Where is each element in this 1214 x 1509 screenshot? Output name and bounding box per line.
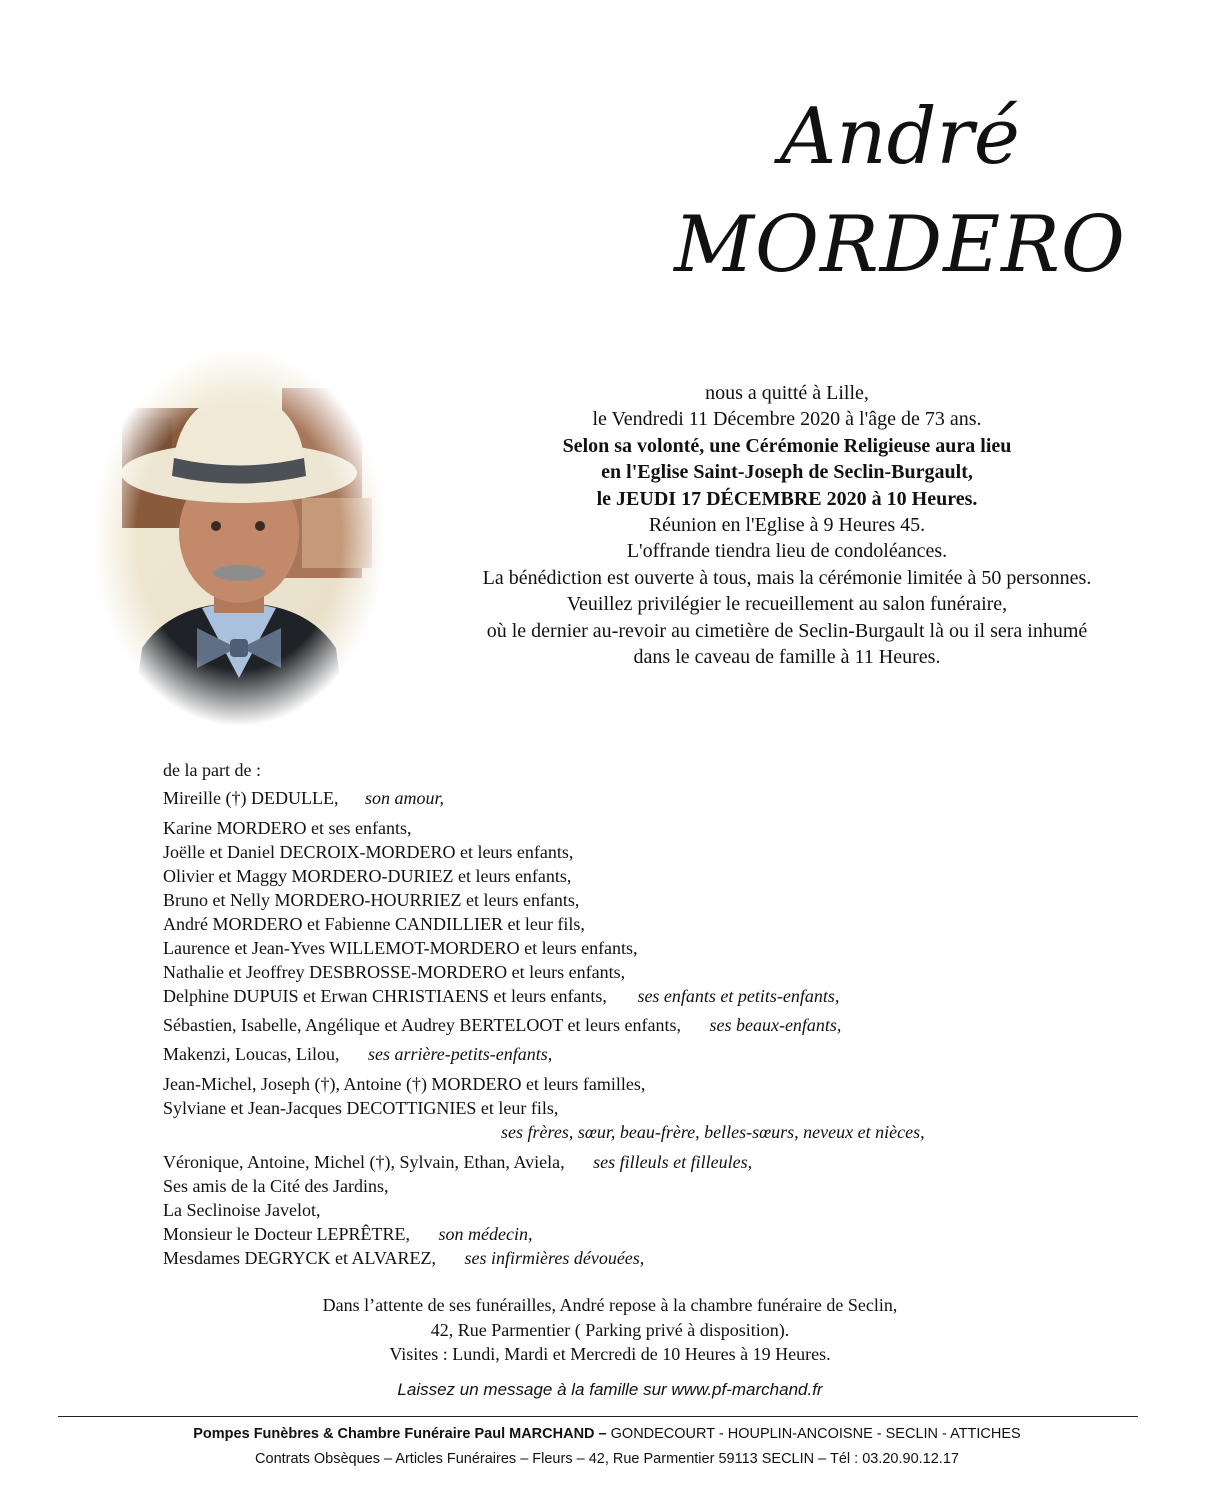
- family-row: [163, 842, 573, 863]
- resting-line: 42, Rue Parmentier ( Parking privé à disposition).: [430, 1319, 790, 1340]
- family-names: Joëlle et Daniel DECROIX-MORDERO et leurs enfants,: [163, 842, 574, 862]
- family-row: [163, 788, 444, 809]
- family-relation: ses beaux-enfants,: [709, 1015, 842, 1035]
- resting-line: Visites : Lundi, Mardi et Mercredi de 10 Heures à 19 Heures.: [389, 1344, 831, 1364]
- family-row: [163, 1044, 552, 1065]
- family-row: [163, 1015, 841, 1036]
- footer-company: Pompes Funèbres & Chambre Funéraire Paul MARCHAND –: [193, 1426, 607, 1442]
- family-row: [163, 986, 839, 1007]
- family-names: Olivier et Maggy MORDERO-DURIEZ et leurs enfants,: [163, 866, 572, 886]
- family-row: [163, 818, 411, 839]
- family-row: [163, 1074, 645, 1095]
- family-names: Karine MORDERO et ses enfants,: [163, 818, 412, 838]
- footer-services: Contrats Obsèques – Articles Funéraires – Fleurs – 42, Rue Parmentier 59113 SECLIN – Tél : 03.20.90.12.17: [255, 1451, 959, 1467]
- footer-company-line: [40, 1426, 1174, 1442]
- website-message: Laissez un message à la famille sur www.pf-marchand.fr: [397, 1380, 823, 1399]
- family-relation: son médecin,: [438, 1224, 533, 1244]
- announcement-line: Réunion en l'Eglise à 9 Heures 45.: [648, 514, 926, 537]
- announcement: [420, 380, 1154, 670]
- last-name: MORDERO: [674, 200, 1126, 290]
- family-relation: son amour,: [364, 788, 444, 808]
- family-relation: ses arrière-petits-enfants,: [367, 1044, 553, 1064]
- family-row: [163, 1200, 320, 1221]
- family-row: [163, 1248, 644, 1269]
- family-names: Véronique, Antoine, Michel (†), Sylvain, Ethan, Aviela,: [163, 1152, 565, 1172]
- family-names: Jean-Michel, Joseph (†), Antoine (†) MORDERO et leurs familles,: [163, 1074, 646, 1094]
- family-names: Sylviane et Jean-Jacques DECOTTIGNIES et leur fils,: [163, 1098, 559, 1118]
- family-relation: ses infirmières dévouées,: [464, 1248, 645, 1268]
- footer-divider: [58, 1416, 1138, 1417]
- announcement-line: La bénédiction est ouverte à tous, mais la cérémonie limitée à 50 personnes.: [482, 566, 1092, 589]
- first-name: André: [780, 92, 1020, 182]
- family-names: André MORDERO et Fabienne CANDILLIER et leur fils,: [163, 914, 585, 934]
- announcement-line: Veuillez privilégier le recueillement au salon funéraire,: [566, 593, 1008, 616]
- family-row: [163, 1224, 532, 1245]
- announcement-line: le JEUDI 17 DÉCEMBRE 2020 à 10 Heures.: [596, 487, 978, 510]
- footer-locations: GONDECOURT - HOUPLIN-ANCOISNE - SECLIN - ATTICHES: [606, 1426, 1021, 1442]
- family-names: Mesdames DEGRYCK et ALVAREZ,: [163, 1248, 437, 1268]
- announcement-line: Selon sa volonté, une Cérémonie Religieuse aura lieu: [562, 434, 1012, 457]
- announcement-line: dans le caveau de famille à 11 Heures.: [633, 646, 941, 669]
- family-row: [163, 866, 571, 887]
- resting-info: [150, 1293, 1070, 1367]
- family-row: [501, 1122, 925, 1143]
- family-names: Laurence et Jean-Yves WILLEMOT-MORDERO et leurs enfants,: [163, 938, 638, 958]
- announcement-line: nous a quitté à Lille,: [705, 382, 869, 404]
- family-names: La Seclinoise Javelot,: [163, 1200, 321, 1220]
- family-row: [163, 914, 585, 935]
- family-names: Nathalie et Jeoffrey DESBROSSE-MORDERO et leurs enfants,: [163, 962, 626, 982]
- announcement-line: le Vendredi 11 Décembre 2020 à l'âge de 73 ans.: [592, 408, 982, 431]
- family-row: [163, 1152, 752, 1173]
- family-names: Ses amis de la Cité des Jardins,: [163, 1176, 389, 1196]
- family-names: Bruno et Nelly MORDERO-HOURRIEZ et leurs enfants,: [163, 890, 580, 910]
- family-row: [163, 1176, 388, 1197]
- family-row: [163, 1098, 558, 1119]
- announcement-line: L'offrande tiendra lieu de condoléances.: [626, 540, 948, 563]
- family-names: Sébastien, Isabelle, Angélique et Audrey BERTELOOT et leurs enfants,: [163, 1015, 681, 1035]
- announcement-line: en l'Eglise Saint-Joseph de Seclin-Burgault,: [601, 461, 973, 484]
- family-row: [163, 890, 579, 911]
- family-relation: ses enfants et petits-enfants,: [637, 986, 840, 1006]
- portrait-photo: [92, 348, 386, 726]
- family-intro: de la part de :: [163, 760, 261, 780]
- family-row: [163, 938, 638, 959]
- family-names: Makenzi, Loucas, Lilou,: [163, 1044, 340, 1064]
- family-row: [163, 962, 625, 983]
- resting-line: Dans l’attente de ses funérailles, André repose à la chambre funéraire de Seclin,: [322, 1295, 898, 1315]
- family-names: Mireille (†) DEDULLE,: [163, 788, 339, 808]
- family-names: Delphine DUPUIS et Erwan CHRISTIAENS et leurs enfants,: [163, 986, 607, 1006]
- family-relation: ses filleuls et filleules,: [593, 1152, 753, 1172]
- family-relation: ses frères, sœur, beau-frère, belles-sœurs, neveux et nièces,: [501, 1122, 925, 1142]
- family-names: Monsieur le Docteur LEPRÊTRE,: [163, 1224, 410, 1244]
- announcement-line: où le dernier au-revoir au cimetière de Seclin-Burgault là ou il sera inhumé: [486, 619, 1088, 642]
